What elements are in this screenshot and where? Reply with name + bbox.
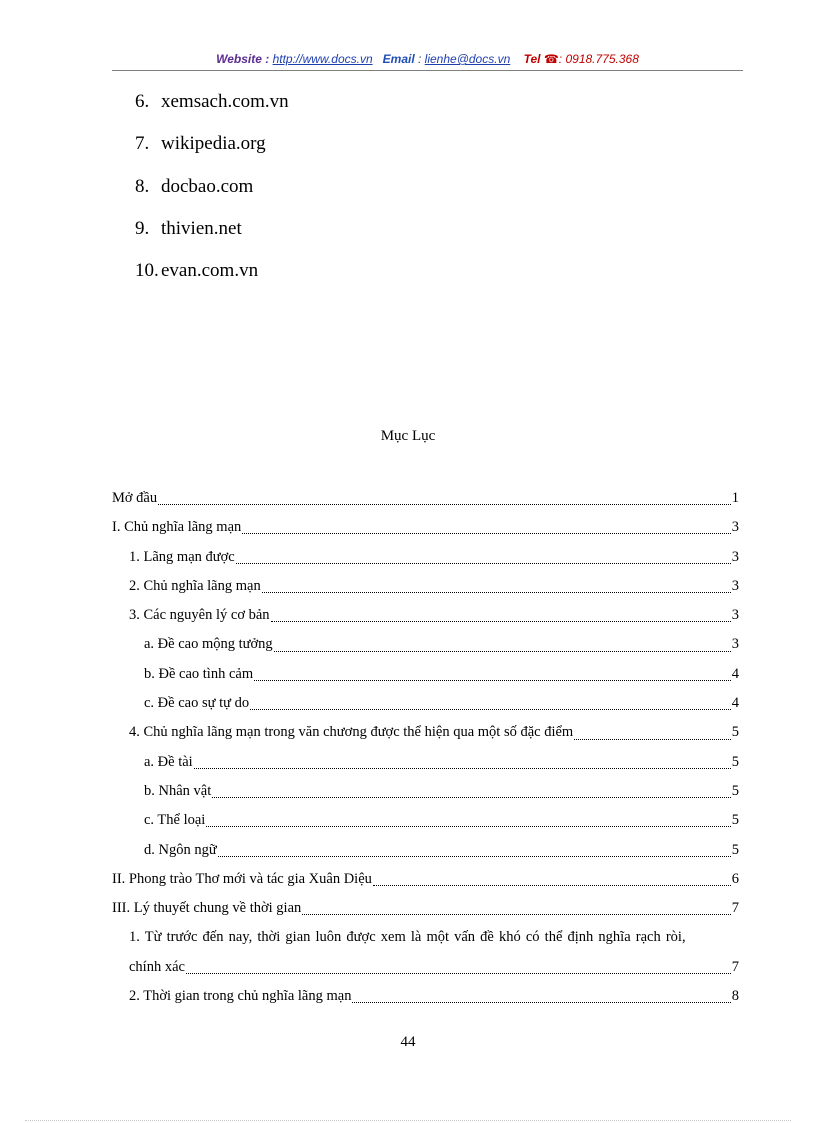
toc-entry-title: a. Đề tài — [144, 753, 193, 770]
item-number: 6. — [135, 91, 150, 112]
toc-page-number: 3 — [731, 607, 739, 624]
item-number: 8. — [135, 175, 150, 197]
toc-entry — [112, 982, 739, 1011]
toc-title: Mục Lục — [380, 428, 436, 444]
toc-entry-title: 2. Thời gian trong chủ nghĩa lãng mạn — [129, 988, 352, 1005]
toc-entry-title: 2. Chủ nghĩa lãng mạn — [129, 577, 261, 594]
dot-leader — [262, 592, 731, 593]
dot-leader — [373, 885, 731, 886]
toc-entry — [112, 865, 739, 894]
dot-leader — [194, 768, 731, 769]
reference-link: wikipedia.org — [161, 133, 266, 155]
dot-leader — [254, 680, 731, 681]
toc-entry — [112, 718, 739, 747]
toc-entry-title: chính xác — [129, 958, 185, 975]
toc-entry-title: II. Phong trào Thơ mới và tác gia Xuân Diệu — [112, 870, 372, 887]
toc-entry — [112, 630, 739, 659]
toc-page-number: 3 — [731, 577, 739, 594]
toc-entry-title: b. Nhân vật — [144, 782, 212, 799]
dot-leader — [212, 797, 731, 798]
reference-link: docbao.com — [161, 175, 254, 197]
dot-leader — [218, 856, 731, 857]
toc-entry — [112, 806, 739, 835]
toc-page-number: 5 — [731, 724, 739, 741]
list-item — [135, 257, 289, 299]
list-item — [135, 88, 289, 130]
toc-entry — [112, 953, 739, 982]
toc-page-number: 3 — [731, 519, 739, 536]
toc-entry-title: I. Chủ nghĩa lãng mạn — [112, 519, 242, 536]
dot-leader — [158, 504, 731, 505]
item-number: 10. — [135, 260, 159, 282]
website-label: Website : — [216, 52, 270, 66]
page-number: 44 — [400, 1034, 416, 1050]
toc-page-number: 7 — [731, 900, 739, 917]
reference-list — [135, 88, 289, 299]
item-number: 7. — [135, 133, 150, 155]
toc-entry-title: 4. Chủ nghĩa lãng mạn trong văn chương được thể hiện qua một số đặc điểm — [129, 724, 574, 741]
toc-page-number: 8 — [731, 988, 739, 1005]
item-number: 9. — [135, 217, 150, 239]
dot-leader — [271, 621, 731, 622]
toc-entry-title: b. Đề cao tình cảm — [144, 665, 254, 682]
toc-entry — [112, 601, 739, 630]
dot-leader — [352, 1002, 730, 1003]
toc-page-number: 1 — [731, 490, 739, 506]
toc-entry — [112, 689, 739, 718]
table-of-contents — [112, 484, 739, 1011]
dot-leader — [206, 826, 730, 827]
list-item — [135, 215, 289, 257]
tel-label: Tel — [523, 52, 541, 66]
toc-entry — [112, 513, 739, 542]
toc-entry-title: c. Đề cao sự tự do — [144, 695, 250, 712]
toc-page-number: 4 — [731, 665, 739, 682]
toc-entry-title: Mở đầu — [112, 490, 158, 506]
header-divider — [112, 70, 743, 71]
toc-entry-title: III. Lý thuyết chung về thời gian — [112, 900, 302, 917]
toc-entry — [112, 572, 739, 601]
website-link[interactable]: http://www.docs.vn — [272, 52, 373, 66]
toc-entry-title: 1. Lãng mạn được — [129, 548, 235, 565]
toc-entry-title: 3. Các nguyên lý cơ bản — [129, 607, 270, 624]
toc-entry — [112, 484, 739, 513]
page-header — [112, 52, 743, 70]
toc-entry — [112, 660, 739, 689]
toc-entry-title: c. Thể loại — [144, 812, 206, 829]
dot-leader — [236, 563, 731, 564]
toc-page-number: 5 — [731, 812, 739, 829]
phone-icon: ☎ — [543, 52, 559, 66]
toc-page-number: 7 — [731, 958, 739, 975]
toc-page-number: 5 — [731, 841, 739, 858]
email-link[interactable]: lienhe@docs.vn — [424, 52, 511, 66]
toc-entry — [112, 836, 739, 865]
dot-leader — [302, 914, 730, 915]
toc-page-number: 5 — [731, 753, 739, 770]
dot-leader — [574, 739, 731, 740]
toc-entry — [112, 777, 739, 806]
toc-page-number: 3 — [731, 548, 739, 565]
tel-value: : 0918.775.368 — [558, 52, 639, 66]
reference-link: xemsach.com.vn — [161, 91, 289, 112]
toc-page-number: 6 — [731, 870, 739, 887]
dot-leader — [186, 973, 731, 974]
reference-link: thivien.net — [161, 217, 242, 239]
email-label: Email — [382, 52, 415, 66]
list-item — [135, 130, 289, 172]
toc-entry — [112, 748, 739, 777]
reference-link: evan.com.vn — [161, 260, 259, 282]
dot-leader — [250, 709, 731, 710]
toc-page-number: 3 — [731, 636, 739, 653]
page-bottom-divider — [25, 1120, 791, 1121]
toc-entry-title: d. Ngôn ngữ — [144, 841, 217, 858]
dot-leader — [274, 651, 731, 652]
toc-entry-wrapped-line: 1. Từ trước đến nay, thời gian luôn được xem là một vấn đề khó có thể định nghĩa rạch ròi, — [129, 929, 686, 946]
dot-leader — [242, 533, 730, 534]
toc-page-number: 4 — [731, 695, 739, 712]
email-separator: : — [414, 52, 422, 66]
toc-entry-title: a. Đề cao mộng tưởng — [144, 636, 273, 653]
toc-entry — [112, 894, 739, 923]
toc-page-number: 5 — [731, 782, 739, 799]
list-item — [135, 173, 289, 215]
toc-entry — [112, 543, 739, 572]
